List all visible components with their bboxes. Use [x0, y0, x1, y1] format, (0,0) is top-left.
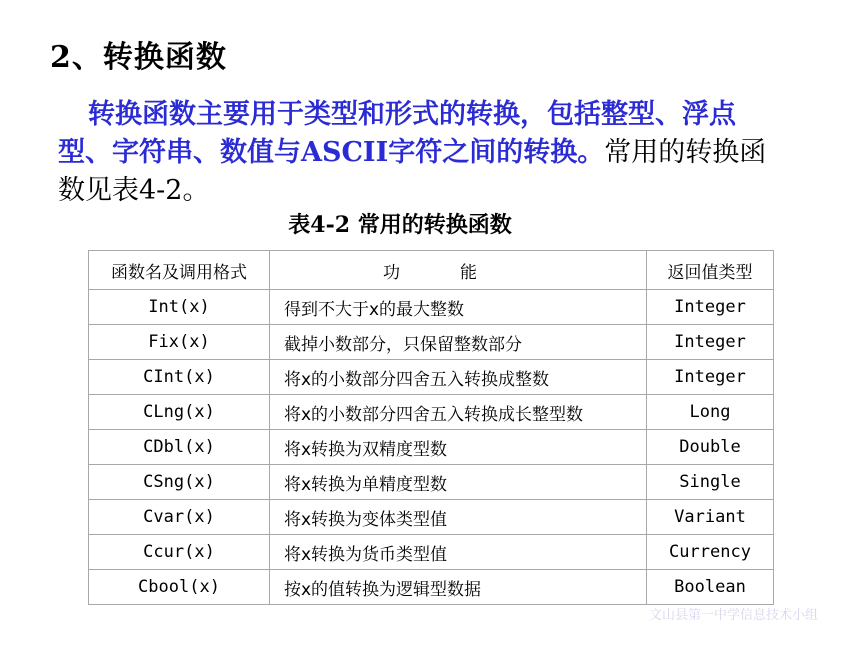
normal-text: 常用的转换函数见表4-2。: [58, 137, 767, 206]
function-desc-cell: 将x的小数部分四舍五入转换成整数: [270, 360, 647, 395]
watermark: 文山县第一中学信息技术小组: [648, 608, 818, 623]
function-name-cell: Ccur(x): [89, 535, 270, 570]
table-row: [89, 570, 774, 605]
function-desc-cell: 将x转换为双精度型数: [270, 430, 647, 465]
function-desc-cell: 得到不大于x的最大整数: [270, 290, 647, 325]
table-row: [89, 395, 774, 430]
section-heading: 2、转换函数: [50, 40, 227, 75]
table-row: [89, 325, 774, 360]
return-type-cell: Integer: [647, 360, 774, 395]
return-type-cell: Currency: [647, 535, 774, 570]
header-return-type: 返回值类型: [647, 251, 774, 290]
function-name-cell: CSng(x): [89, 465, 270, 500]
function-name-cell: CDbl(x): [89, 430, 270, 465]
return-type-cell: Integer: [647, 325, 774, 360]
table-caption: 表4-2 常用的转换函数: [288, 212, 512, 238]
return-type-cell: Integer: [647, 290, 774, 325]
header-function-desc: 功能: [270, 251, 647, 290]
function-name-cell: Int(x): [89, 290, 270, 325]
return-type-cell: Variant: [647, 500, 774, 535]
conversion-function-table: [88, 250, 774, 605]
return-type-cell: Boolean: [647, 570, 774, 605]
return-type-cell: Double: [647, 430, 774, 465]
function-name-cell: Cbool(x): [89, 570, 270, 605]
table-row: [89, 465, 774, 500]
table-body: [89, 290, 774, 605]
function-desc-cell: 将x转换为变体类型值: [270, 500, 647, 535]
function-desc-cell: 按x的值转换为逻辑型数据: [270, 570, 647, 605]
function-desc-cell: 将x的小数部分四舍五入转换成长整型数: [270, 395, 647, 430]
function-name-cell: Cvar(x): [89, 500, 270, 535]
table-row: [89, 360, 774, 395]
function-name-cell: CLng(x): [89, 395, 270, 430]
function-desc-cell: 将x转换为单精度型数: [270, 465, 647, 500]
function-desc-cell: 截掉小数部分，只保留整数部分: [270, 325, 647, 360]
header-function-name: 函数名及调用格式: [89, 251, 270, 290]
intro-paragraph: [58, 96, 788, 210]
table-header-row: [89, 251, 774, 290]
table-row: [89, 430, 774, 465]
table-row: [89, 290, 774, 325]
return-type-cell: Long: [647, 395, 774, 430]
table-row: [89, 535, 774, 570]
function-name-cell: Fix(x): [89, 325, 270, 360]
return-type-cell: Single: [647, 465, 774, 500]
function-name-cell: CInt(x): [89, 360, 270, 395]
highlighted-text: 转换函数主要用于类型和形式的转换，包括整型、浮点型、字符串、数值与ASCII字符之间的转换。: [58, 99, 736, 168]
function-desc-cell: 将x转换为货币类型值: [270, 535, 647, 570]
table-row: [89, 500, 774, 535]
